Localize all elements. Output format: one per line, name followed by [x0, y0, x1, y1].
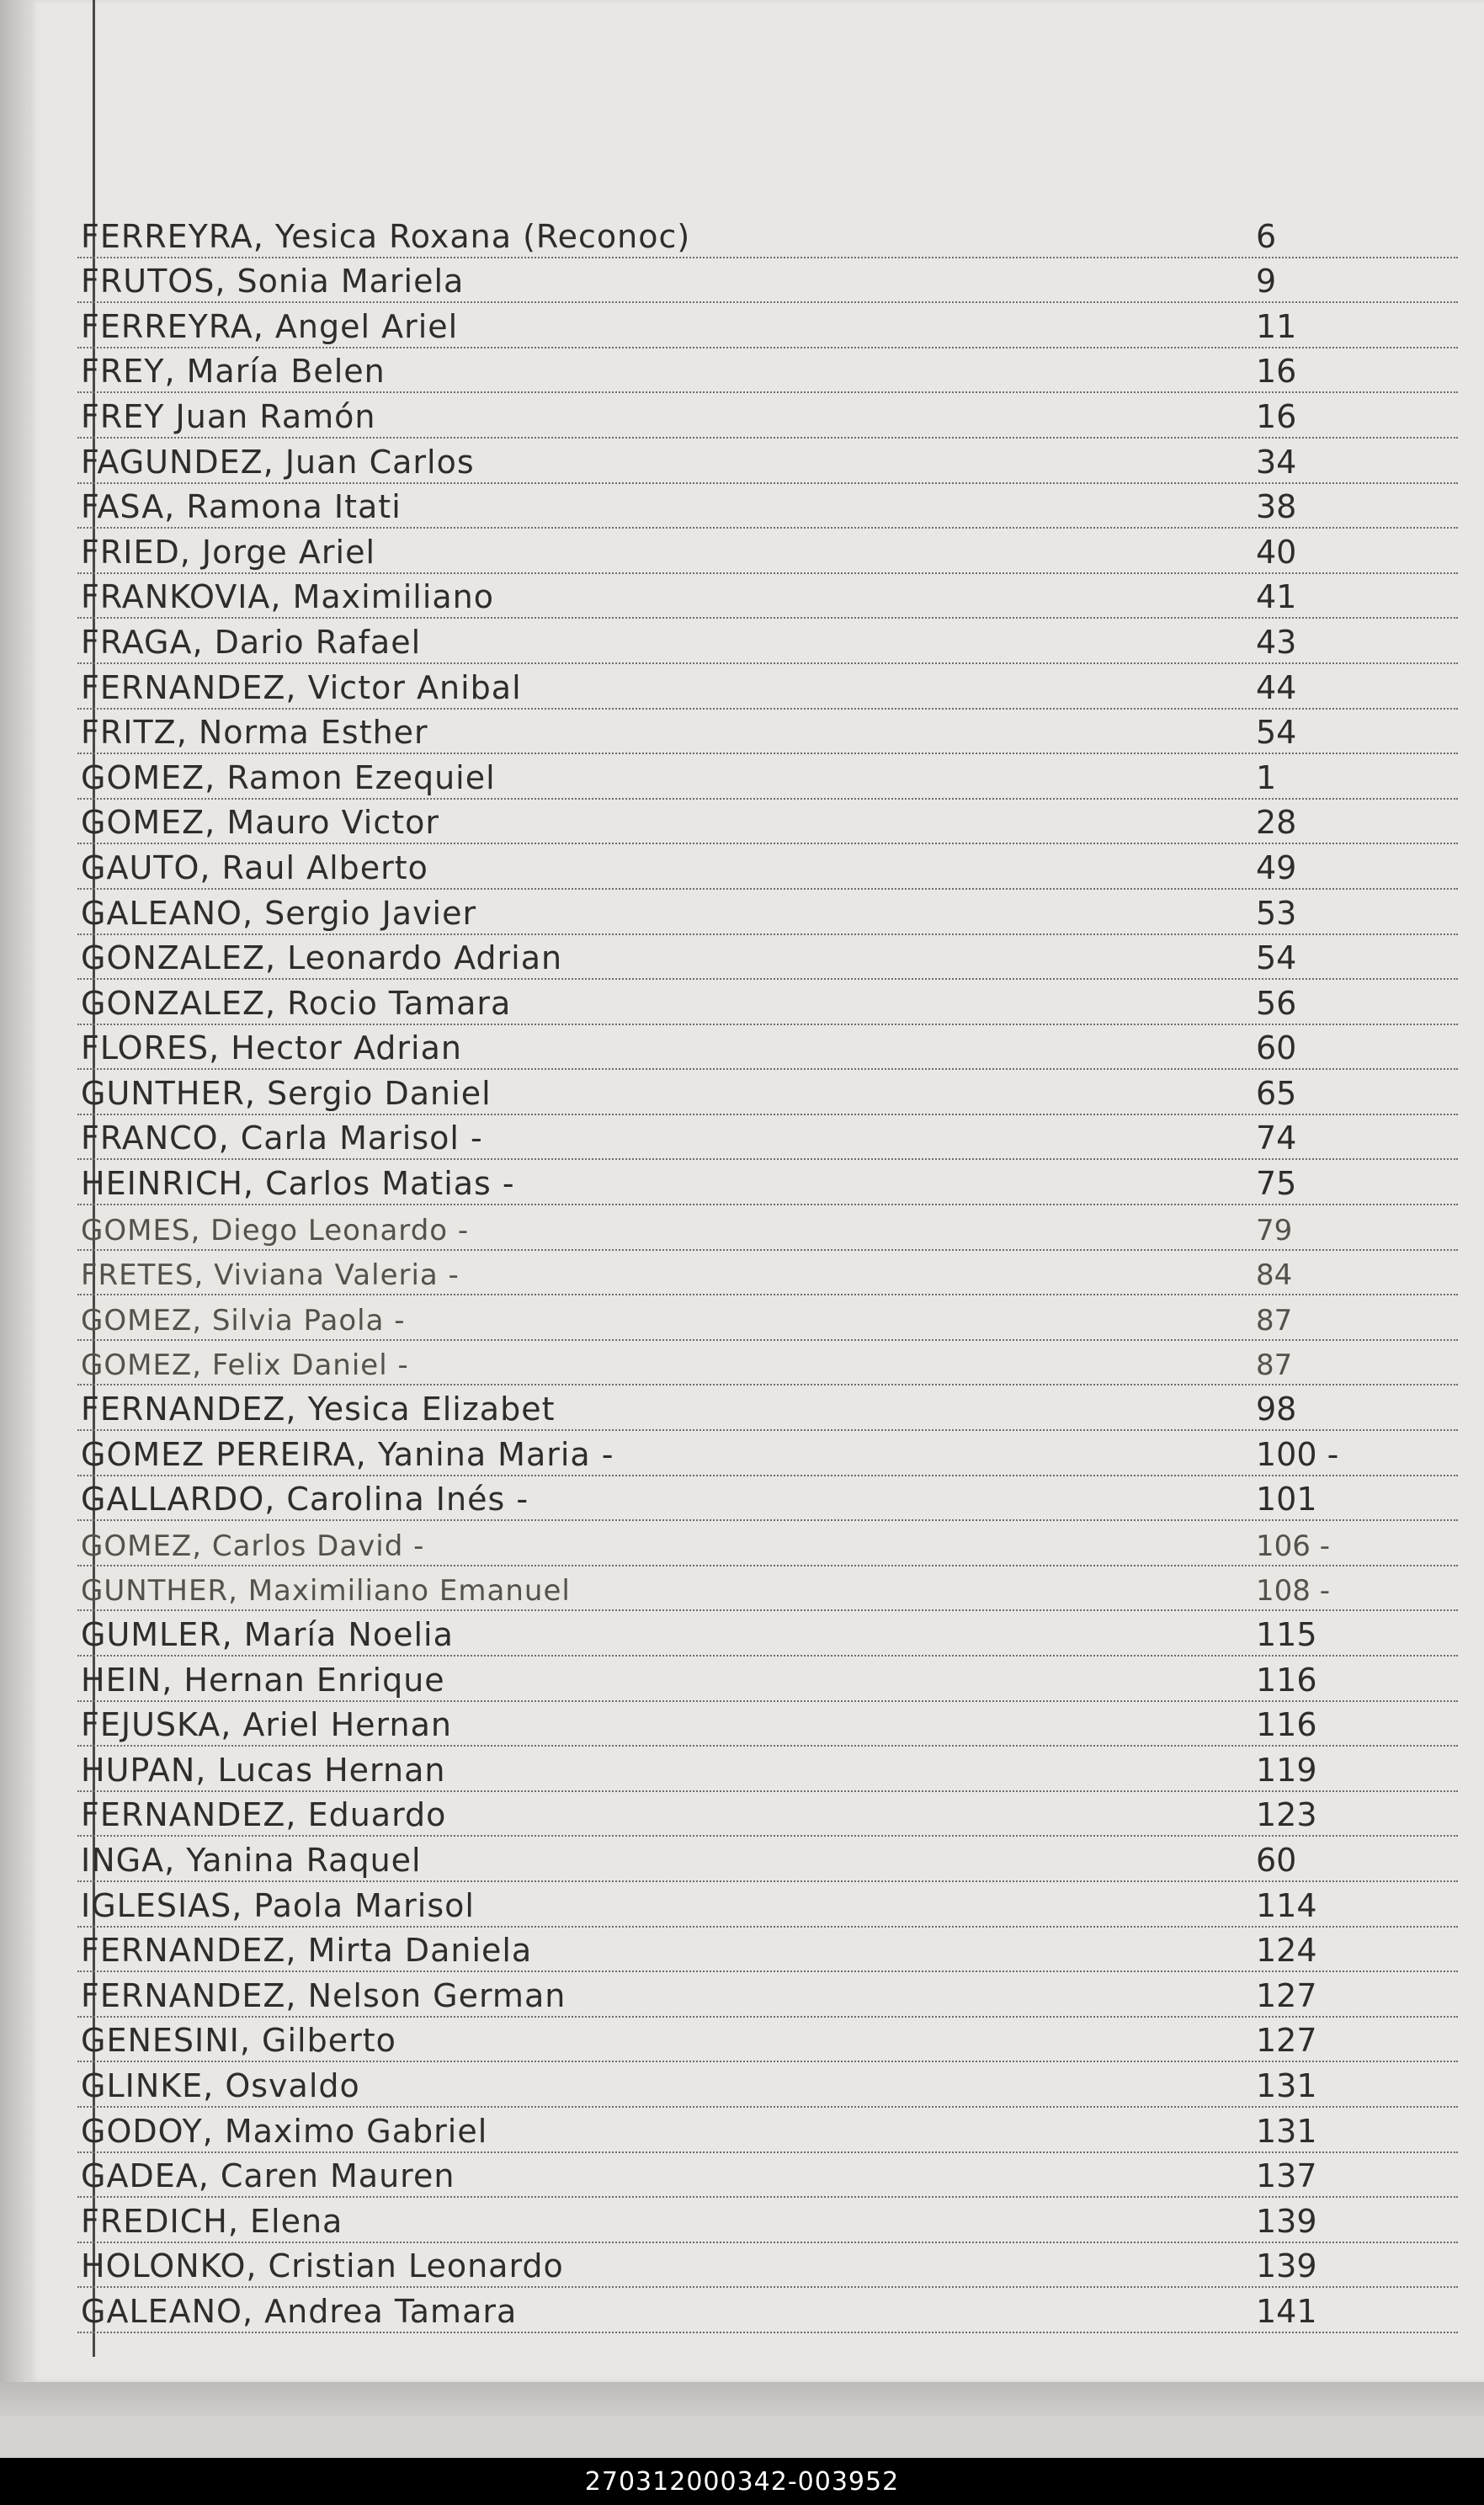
entry-name: FERNANDEZ, Mirta Daniela: [81, 1932, 533, 1970]
entry-page-number: 106 -: [1256, 1529, 1330, 1563]
entry-name: FREDICH, Elena: [81, 2202, 343, 2240]
entry-page-number: 65: [1256, 1074, 1297, 1112]
ledger-row: [77, 1025, 1458, 1071]
entry-name: IGLESIAS, Paola Marisol: [81, 1886, 475, 1924]
entry-name: GOMEZ, Silvia Paola -: [81, 1303, 406, 1338]
entry-page-number: 60: [1256, 1029, 1297, 1067]
ledger-row: [77, 1341, 1458, 1386]
ledger-row: [77, 1431, 1458, 1476]
entry-page-number: 114: [1256, 1886, 1317, 1924]
ledger-row: [77, 1611, 1458, 1657]
ledger-row: [77, 844, 1458, 890]
ledger-row: [77, 1882, 1458, 1928]
entry-page-number: 124: [1256, 1932, 1317, 1970]
ledger-row: [77, 1747, 1458, 1792]
footer-bar: [0, 2458, 1484, 2505]
entry-name: GOMES, Diego Leonardo -: [81, 1213, 470, 1247]
entry-page-number: 141: [1256, 2292, 1317, 2330]
ledger-row: [77, 2108, 1458, 2153]
ledger-row: [77, 1702, 1458, 1747]
entry-page-number: 101: [1256, 1481, 1317, 1518]
entry-page-number: 116: [1256, 1661, 1317, 1699]
entry-name: GOMEZ, Felix Daniel -: [81, 1348, 409, 1383]
ledger-row: [77, 2288, 1458, 2333]
entry-name: GOMEZ, Carlos David -: [81, 1529, 425, 1563]
entry-page-number: 98: [1256, 1391, 1297, 1428]
entry-page-number: 34: [1256, 443, 1297, 481]
entry-page-number: 75: [1256, 1165, 1297, 1203]
entry-page-number: 28: [1256, 804, 1297, 842]
entry-name: FREY Juan Ramón: [81, 397, 376, 435]
entry-page-number: 84: [1256, 1258, 1293, 1293]
entry-name: FRANCO, Carla Marisol -: [81, 1120, 483, 1157]
ledger-row: [77, 1521, 1458, 1566]
entry-page-number: 139: [1256, 2247, 1317, 2285]
entry-page-number: 127: [1256, 1976, 1317, 2014]
entry-page-number: 60: [1256, 1841, 1297, 1879]
ledger-row: [77, 1205, 1458, 1251]
entry-name: FRITZ, Norma Esther: [81, 714, 428, 752]
entry-name: FASA, Ramona Itati: [81, 488, 402, 526]
ledger-row: [77, 213, 1458, 258]
entry-page-number: 116: [1256, 1706, 1317, 1744]
ledger-row: [77, 1792, 1458, 1838]
ledger-row: [77, 800, 1458, 845]
entry-name: FRETES, Viviana Valeria -: [81, 1258, 460, 1293]
entry-page-number: 40: [1256, 533, 1297, 571]
entry-page-number: 131: [1256, 2112, 1317, 2150]
entry-page-number: 44: [1256, 668, 1297, 706]
entry-page-number: 56: [1256, 984, 1297, 1022]
ledger-row: [77, 980, 1458, 1025]
ledger-row: [77, 393, 1458, 439]
entry-page-number: 131: [1256, 2066, 1317, 2104]
entry-page-number: 16: [1256, 353, 1297, 391]
entry-name: FEJUSKA, Ariel Hernan: [81, 1706, 452, 1744]
entry-name: FLORES, Hector Adrian: [81, 1029, 462, 1067]
entry-page-number: 9: [1256, 263, 1277, 300]
entry-name: GODOY, Maximo Gabriel: [81, 2112, 488, 2150]
entry-name: GENESINI, Gilberto: [81, 2022, 396, 2060]
entry-page-number: 53: [1256, 894, 1297, 932]
ledger-row: [77, 258, 1458, 304]
ledger-row: [77, 1837, 1458, 1882]
entry-name: GONZALEZ, Leonardo Adrian: [81, 939, 563, 977]
entry-name: FRIED, Jorge Ariel: [81, 533, 375, 571]
binding-edge: [0, 0, 29, 2382]
entry-page-number: 137: [1256, 2157, 1317, 2195]
entry-name: FREY, María Belen: [81, 353, 386, 391]
entry-page-number: 41: [1256, 578, 1297, 616]
entry-name: GALLARDO, Carolina Inés -: [81, 1481, 529, 1518]
entry-name: FRUTOS, Sonia Mariela: [81, 263, 465, 300]
entry-page-number: 87: [1256, 1303, 1293, 1338]
ledger-row: [77, 1160, 1458, 1205]
entry-page-number: 139: [1256, 2202, 1317, 2240]
entry-name: HOLONKO, Cristian Leonardo: [81, 2247, 564, 2285]
document-id: 270312000342-003952: [584, 2466, 900, 2497]
ledger-row: [77, 619, 1458, 664]
entry-name: GLINKE, Osvaldo: [81, 2066, 360, 2104]
name-index-list: [77, 213, 1458, 2333]
entry-name: GAUTO, Raul Alberto: [81, 848, 428, 886]
ledger-row: [77, 1928, 1458, 1973]
entry-name: HUPAN, Lucas Hernan: [81, 1751, 446, 1789]
entry-name: GONZALEZ, Rocio Tamara: [81, 984, 512, 1022]
ledger-row: [77, 484, 1458, 529]
ledger-row: [77, 574, 1458, 620]
entry-page-number: 108 -: [1256, 1574, 1330, 1609]
entry-page-number: 43: [1256, 623, 1297, 661]
entry-page-number: 16: [1256, 397, 1297, 435]
ledger-row: [77, 529, 1458, 574]
entry-name: GOMEZ PEREIRA, Yanina Maria -: [81, 1435, 614, 1473]
ledger-row: [77, 1385, 1458, 1431]
entry-page-number: 119: [1256, 1751, 1317, 1789]
entry-name: FRAGA, Dario Rafael: [81, 623, 422, 661]
entry-name: GALEANO, Andrea Tamara: [81, 2292, 518, 2330]
entry-page-number: 127: [1256, 2022, 1317, 2060]
entry-page-number: 115: [1256, 1616, 1317, 1653]
ledger-row: [77, 1476, 1458, 1522]
ledger-row: [77, 710, 1458, 755]
ledger-row: [77, 664, 1458, 710]
entry-name: GUNTHER, Maximiliano Emanuel: [81, 1574, 571, 1609]
ledger-row: [77, 935, 1458, 981]
entry-name: GALEANO, Sergio Javier: [81, 894, 477, 932]
ledger-row: [77, 303, 1458, 348]
entry-name: FERNANDEZ, Yesica Elizabet: [81, 1391, 556, 1428]
entry-page-number: 100 -: [1256, 1435, 1339, 1473]
page-bottom-edge: [0, 2382, 1484, 2416]
entry-page-number: 54: [1256, 714, 1297, 752]
entry-name: GADEA, Caren Mauren: [81, 2157, 455, 2195]
ledger-row: [77, 2198, 1458, 2243]
entry-name: GOMEZ, Ramon Ezequiel: [81, 758, 496, 796]
entry-page-number: 87: [1256, 1348, 1293, 1383]
ledger-row: [77, 2062, 1458, 2108]
ledger-row: [77, 2243, 1458, 2289]
ledger-row: [77, 1115, 1458, 1161]
ledger-row: [77, 1251, 1458, 1296]
ledger-row: [77, 348, 1458, 394]
entry-page-number: 38: [1256, 488, 1297, 526]
entry-page-number: 11: [1256, 307, 1297, 345]
ledger-row: [77, 1657, 1458, 1702]
entry-name: GUNTHER, Sergio Daniel: [81, 1074, 492, 1112]
entry-name: HEIN, Hernan Enrique: [81, 1661, 445, 1699]
entry-name: FAGUNDEZ, Juan Carlos: [81, 443, 475, 481]
entry-page-number: 79: [1256, 1213, 1293, 1247]
ledger-row: [77, 1295, 1458, 1341]
entry-name: FERNANDEZ, Eduardo: [81, 1796, 447, 1834]
entry-page-number: 74: [1256, 1120, 1297, 1157]
ledger-row: [77, 439, 1458, 484]
entry-page-number: 6: [1256, 217, 1277, 255]
entry-page-number: 49: [1256, 848, 1297, 886]
entry-name: FERNANDEZ, Victor Anibal: [81, 668, 522, 706]
ledger-row: [77, 1070, 1458, 1115]
entry-name: FERREYRA, Angel Ariel: [81, 307, 459, 345]
ledger-row: [77, 890, 1458, 935]
entry-name: GOMEZ, Mauro Victor: [81, 804, 439, 842]
entry-name: GUMLER, María Noelia: [81, 1616, 454, 1653]
ledger-row: [77, 2018, 1458, 2063]
entry-name: HEINRICH, Carlos Matias -: [81, 1165, 515, 1203]
entry-name: INGA, Yanina Raquel: [81, 1841, 422, 1879]
entry-name: FRANKOVIA, Maximiliano: [81, 578, 495, 616]
entry-page-number: 1: [1256, 758, 1277, 796]
entry-name: FERNANDEZ, Nelson German: [81, 1976, 566, 2014]
entry-page-number: 54: [1256, 939, 1297, 977]
ledger-row: [77, 1972, 1458, 2018]
entry-page-number: 123: [1256, 1796, 1317, 1834]
ledger-row: [77, 1566, 1458, 1612]
ledger-row: [77, 754, 1458, 800]
entry-name: FERREYRA, Yesica Roxana (Reconoc): [81, 217, 691, 255]
ledger-row: [77, 2153, 1458, 2199]
